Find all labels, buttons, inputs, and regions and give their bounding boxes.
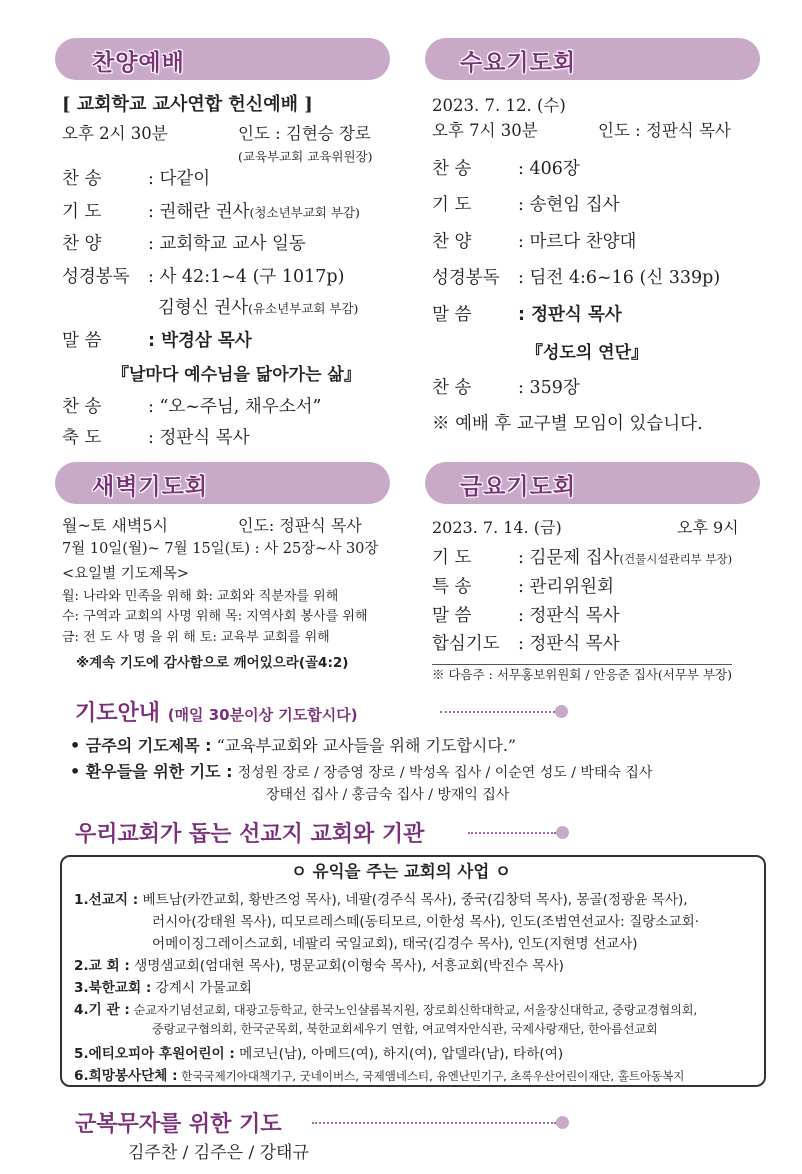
dawn-verse: ※계속 기도에 감사함으로 깨어있으라(골4:2) [76,655,349,671]
sunday-row: 말 씀 : 박경삼 목사 [62,331,252,351]
sunday-worship-title: 찬양예배 [92,50,185,76]
wednesday-row: 찬 송 : 406장 [432,159,580,179]
sunday-worship-time: 오후 2시 30분 [62,124,168,143]
friday-prayer-title: 금요기도회 [460,474,577,500]
sunday-row: 김형신 권사(유소년부교회 부감) [158,298,359,318]
wednesday-date: 2023. 7. 12. (수) [432,96,566,115]
friday-row: 기 도 : 김문제 집사(건물시설관리부 부장) [432,548,733,568]
wednesday-row: 찬 양 : 마르다 찬양대 [432,232,637,252]
friday-date: 2023. 7. 14. (금) [432,518,562,537]
sunday-row: 성경봉독 : 사 42:1~4 (구 1017p) [62,267,345,287]
mission-line: 러시아(강태원 목사), 띠모르레스떼(동티모르, 이한성 목사), 인도(조범연선교사: 질랑소교회· [152,914,700,930]
dawn-topic: 금: 전 도 사 명 을 위 해 토: 교육부 교회를 위해 [62,630,330,645]
prayer-topic: • 금주의 기도제목 : “교육부교회와 교사들을 위해 기도합시다.” [70,736,517,755]
friday-row: 말 씀 : 정판식 목사 [432,606,620,626]
dawn-leader: 인도: 정판식 목사 [238,516,362,535]
sunday-sermon-title: 『날마다 예수님을 닮아가는 삶』 [112,365,361,385]
friday-row: 특 송 : 관리위원회 [432,577,614,597]
wednesday-notice: ※ 예배 후 교구별 모임이 있습니다. [432,414,703,434]
friday-next-week: ※ 다음주 : 서무홍보위원회 / 안응준 집사(서무부 부장) [432,664,732,682]
sunday-worship-leader-role: (교육부교회 교육위원장) [238,149,373,164]
wednesday-row: 성경봉독 : 딤전 4:6~16 (신 339p) [432,268,721,288]
sunday-worship-subtitle: [ 교회학교 교사연합 헌신예배 ] [62,94,313,115]
mission-line: 1.선교지 : 베트남(카깐교회, 황반즈엉 목사), 네팔(경주식 목사), 중국(김창덕 목사), 몽골(정광윤 목사), [74,892,688,908]
prayer-patients: • 환우들을 위한 기도 : 정성원 장로 / 장증영 장로 / 박성옥 집사 / 이순연 성도 / 박태숙 집사 [70,762,653,781]
mission-line: 6.희망봉사단체 : 한국국제기아대책기구, 굿네이버스, 국제앰네스티, 유엔난민기구, 초록우산어린이재단, 홀트아동복지 [74,1068,685,1084]
missions-dot [556,826,569,839]
missions-divider [468,832,556,834]
sunday-row: 찬 송 : 다같이 [62,169,211,189]
dawn-schedule: 월~토 새벽5시 [62,516,168,535]
military-names: 김주찬 / 김주은 / 강태규 [128,1143,309,1163]
wednesday-sermon-title: 『성도의 연단』 [526,343,649,363]
prayer-patients-cont: 장태선 집사 / 홍금숙 집사 / 방재익 집사 [266,787,510,803]
wednesday-row: 말 씀 : 정판식 목사 [432,305,622,325]
mission-line: 2.교 회 : 생명샘교회(엄대현 목사), 명문교회(이형숙 목사), 서흥교회(박진수 목사) [74,958,564,974]
dawn-topics-heading: <요일별 기도제목> [62,566,189,582]
sunday-row: 찬 양 : 교회학교 교사 일동 [62,234,306,254]
prayer-guide-heading: 기도안내 (매일 30분이상 기도합시다) [75,701,358,726]
dawn-topic: 수: 구역과 교회의 사명 위해 목: 지역사회 봉사를 위해 [62,609,368,624]
military-divider [312,1122,556,1124]
wednesday-time: 오후 7시 30분 [432,121,538,140]
sunday-worship-leader: 인도 : 김현승 장로 [238,124,371,143]
missions-heading: 우리교회가 돕는 선교지 교회와 기관 [75,822,425,847]
wednesday-prayer-title: 수요기도회 [460,50,577,76]
mission-line: 중랑교구협의회, 한국군목회, 북한교회세우기 연합, 여교역자안식관, 국제사랑재단, 한아름선교회 [152,1022,658,1036]
dawn-prayer-title: 새벽기도회 [92,474,209,500]
prayer-guide-divider [440,711,555,713]
dawn-topic: 월: 나라와 민족을 위해 화: 교회와 직분자를 위해 [62,589,339,604]
wednesday-row: 찬 송 : 359장 [432,378,580,398]
friday-time: 오후 9시 [677,518,739,537]
prayer-guide-dot [555,705,568,718]
sunday-row: 축 도 : 정판식 목사 [62,428,250,448]
wednesday-row: 기 도 : 송현임 집사 [432,195,620,215]
friday-row: 합심기도 : 정판식 목사 [432,634,620,654]
dawn-period: 7월 10일(월)~ 7월 15일(토) : 사 25장~사 30장 [62,541,379,557]
military-dot [556,1116,569,1129]
military-heading: 군복무자를 위한 기도 [75,1112,282,1137]
sunday-row: 찬 송 : “오~주님, 채우소서” [62,397,322,417]
wednesday-leader: 인도 : 정판식 목사 [598,121,731,140]
mission-line: 어메이징그레이스교회, 네팔리 국일교회), 태국(김경수 목사), 인도(지현명 선교사) [152,936,638,952]
mission-line: 4.기 관 : 순교자기념선교회, 대광고등학교, 한국노인샬롬복지원, 장로회신학대학교, 서울장신대학교, 중랑교경협의회, [74,1002,698,1018]
mission-line: 3.북한교회 : 강계시 가물교회 [74,980,252,996]
sunday-row: 기 도 : 권해란 권사(청소년부교회 부감) [62,202,360,222]
missions-box-title: ㅇ 유익을 주는 교회의 사업 ㅇ [291,862,511,881]
mission-line: 5.에티오피아 후원어린이 : 메코닌(남), 아메드(여), 하지(여), 압델라(남), 타하(여) [74,1046,564,1062]
